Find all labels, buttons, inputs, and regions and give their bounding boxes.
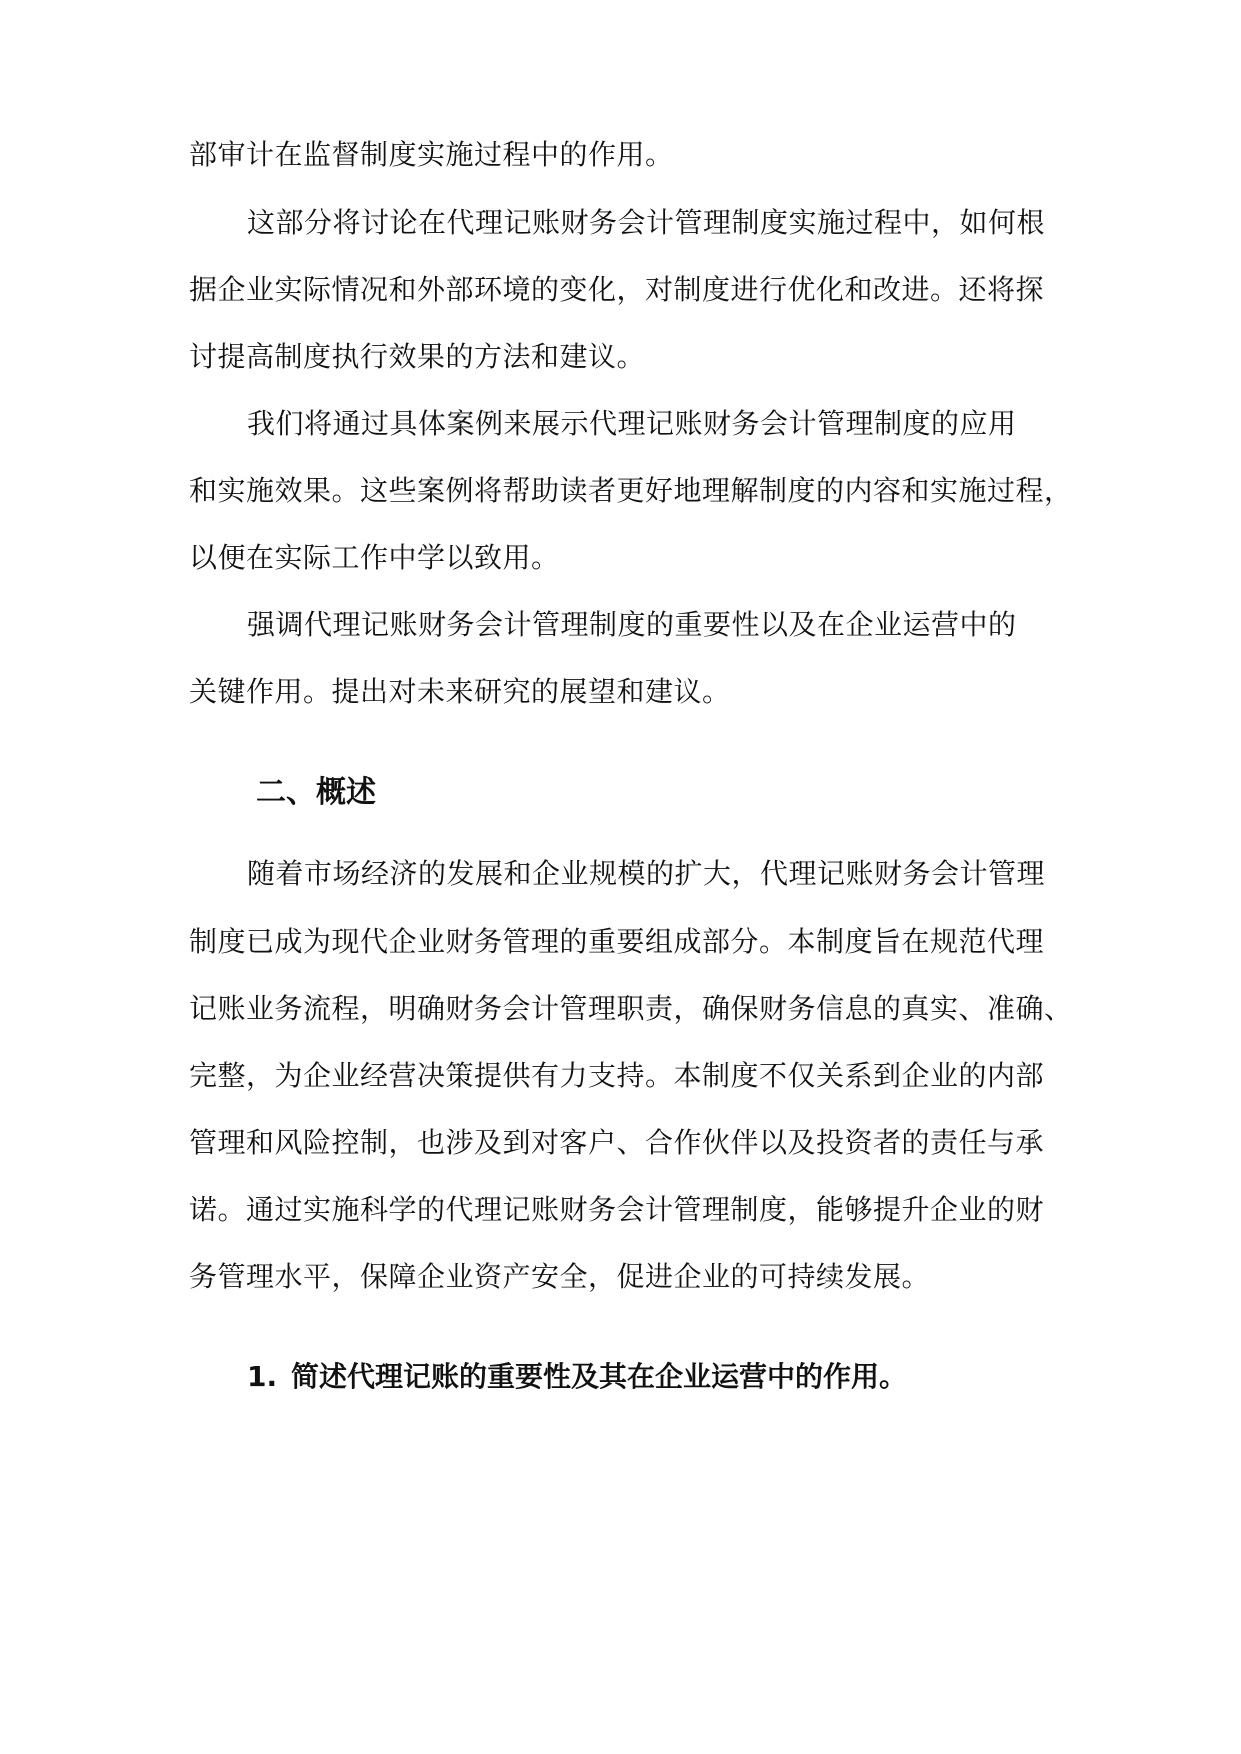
paragraph-line: 诺。通过实施科学的代理记账财务会计管理制度，能够提升企业的财	[189, 1193, 1045, 1226]
paragraph-line: 我们将通过具体案例来展示代理记账财务会计管理制度的应用	[247, 407, 1017, 440]
subsection-heading	[247, 1359, 907, 1395]
section-heading: 二、概述	[256, 775, 376, 810]
paragraph-line: 讨提高制度执行效果的方法和建议。	[189, 340, 646, 373]
paragraph-line: 部审计在监督制度实施过程中的作用。	[189, 138, 674, 171]
subsection-title: 简述代理记账的重要性及其在企业运营中的作用。	[291, 1360, 908, 1393]
paragraph-line: 关键作用。提出对未来研究的展望和建议。	[189, 675, 731, 708]
paragraph-line: 务管理水平，保障企业资产安全，促进企业的可持续发展。	[189, 1260, 931, 1293]
paragraph-line: 制度已成为现代企业财务管理的重要组成部分。本制度旨在规范代理	[189, 925, 1045, 958]
subsection-number: 1.	[247, 1360, 278, 1393]
paragraph-line: 以便在实际工作中学以致用。	[189, 541, 560, 574]
paragraph-line: 随着市场经济的发展和企业规模的扩大，代理记账财务会计管理	[247, 857, 1046, 890]
paragraph-line: 完整，为企业经营决策提供有力支持。本制度不仅关系到企业的内部	[189, 1059, 1045, 1092]
paragraph-line: 强调代理记账财务会计管理制度的重要性以及在企业运营中的	[247, 608, 1017, 641]
paragraph-line: 管理和风险控制，也涉及到对客户、合作伙伴以及投资者的责任与承	[189, 1126, 1045, 1159]
paragraph-line: 记账业务流程，明确财务会计管理职责，确保财务信息的真实、准确、	[189, 992, 1073, 1025]
paragraph-line: 据企业实际情况和外部环境的变化，对制度进行优化和改进。还将探	[189, 273, 1045, 306]
paragraph-line: 和实施效果。这些案例将帮助读者更好地理解制度的内容和实施过程，	[189, 474, 1073, 507]
paragraph-line: 这部分将讨论在代理记账财务会计管理制度实施过程中，如何根	[247, 206, 1046, 239]
